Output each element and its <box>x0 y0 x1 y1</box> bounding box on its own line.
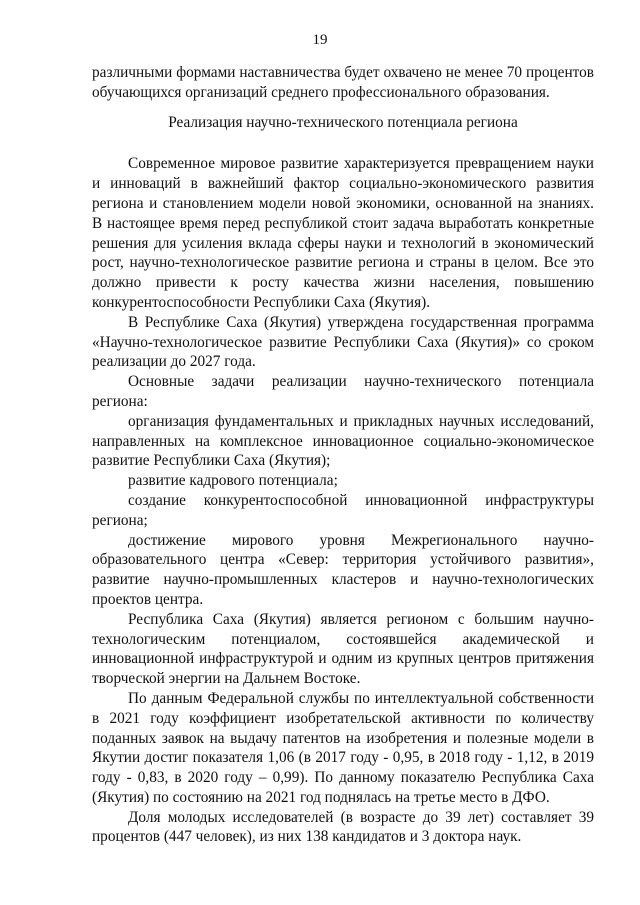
paragraph-state-program: В Республике Саха (Якутия) утверждена государственная программа «Научно-технологическое развитие Республики Саха (Якутия)» со сроком реализации до 2027 года. <box>92 313 594 371</box>
section-heading: Реализация научно-технического потенциала региона <box>168 113 518 131</box>
list-item-research: организация фундаментальных и прикладных научных исследований, направленных на комплексное инновационное социально-экономическое развитие Республики Саха (Якутия); <box>92 412 594 470</box>
document-body <box>92 63 594 847</box>
list-item-personnel: развитие кадрового потенциала; <box>128 472 338 490</box>
paragraph-modern-development: Современное мировое развитие характеризуется превращением науки и инноваций в важнейший фактор социально-экономического развития региона и становлением модели новой экономики, основанной на знаниях. В настоящее время перед республикой стоит задача выработать конкретные решения для усиления вклада сферы науки и технологий в экономический рост, научно-технологическое развитие региона и страны в целом. Все это должно привести к росту качества жизни населения, повышению конкурентоспособности Республики Саха (Якутия). <box>92 155 594 311</box>
paragraph-patent-activity: По данным Федеральной службы по интеллектуальной собственности в 2021 году коэффициент изобретательской активности по количеству поданных заявок на выдачу патентов на изобретения и полезные модели в Якутии достиг показателя 1,06 (в 2017 году - 0,95, в 2018 году - 1,12, в 2019 году - 0,83, в 2020 году – 0,99). По данному показателю Республика Саха (Якутия) по состоянию на 2021 год поднялась на третье место в ДФО. <box>92 689 594 806</box>
list-item-infrastructure: создание конкурентоспособной инновационной инфраструктуры региона; <box>92 491 594 529</box>
list-item-education-center: достижение мирового уровня Межрегионального научно-образовательного центра «Север: территория устойчивого развития», развитие научно-промышленных кластеров и научно-технологических проектов центра. <box>92 531 594 608</box>
paragraph-scientific-potential: Республика Саха (Якутия) является регионом с большим научно-технологическим потенциалом, состоявшейся академической и инновационной инфраструктурой и одним из крупных центров притяжения творческой энергии на Дальнем Востоке. <box>92 610 594 688</box>
page-number: 19 <box>312 32 328 48</box>
paragraph-young-researchers: Доля молодых исследователей (в возрасте до 39 лет) составляет 39 процентов (447 человек), из них 138 кандидатов и 3 доктора наук. <box>92 808 594 846</box>
paragraph-main-tasks: Основные задачи реализации научно-технического потенциала региона: <box>92 373 594 410</box>
intro-continuation-paragraph: различными формами наставничества будет охвачено не менее 70 процентов обучающихся организаций среднего профессионального образования. <box>92 64 594 101</box>
